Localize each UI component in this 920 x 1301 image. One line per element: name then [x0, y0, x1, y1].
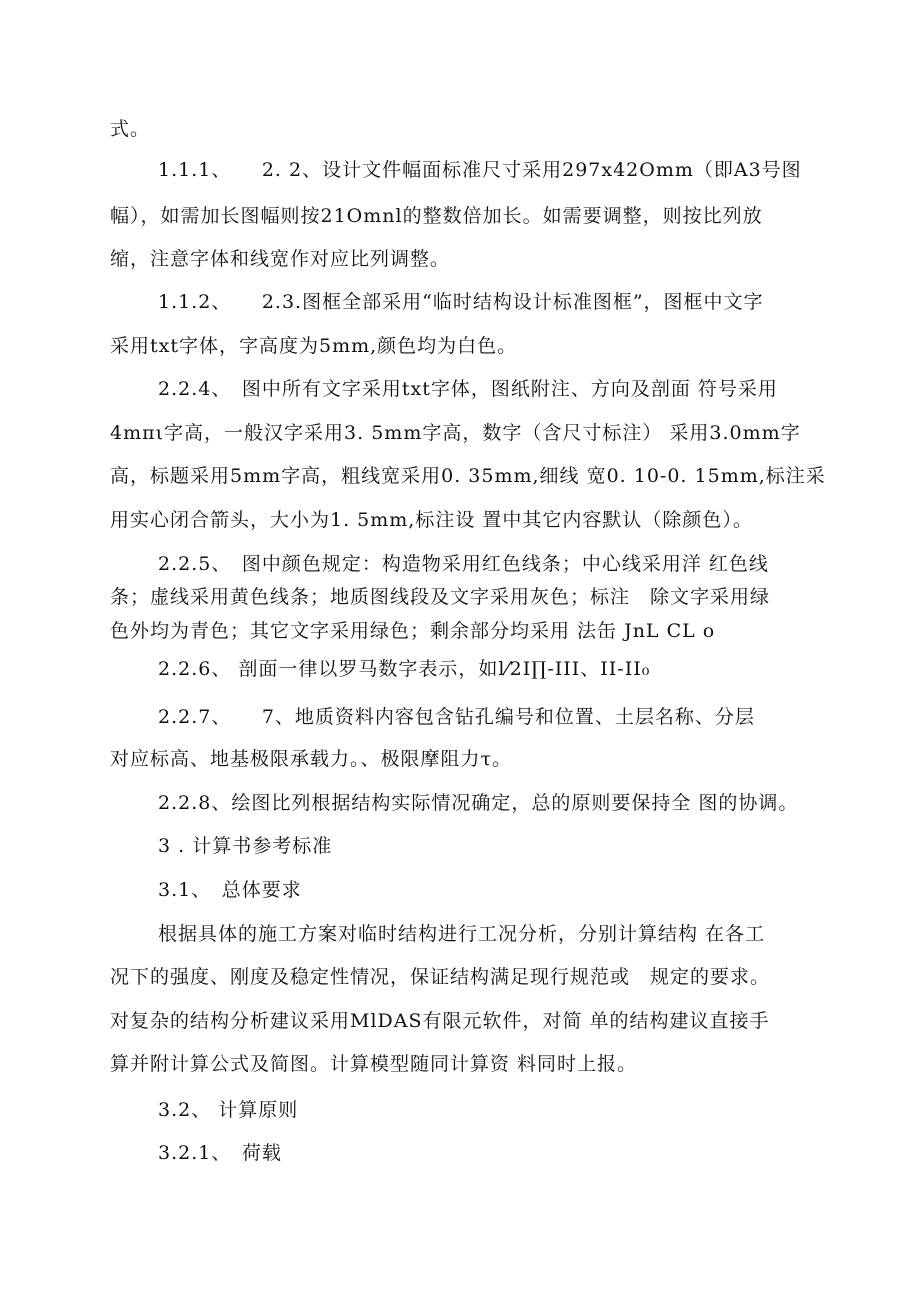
text-line: 条；虚线采用黄色线条；地质图线段及文字采用灰色；标注 除文字采用绿 [110, 586, 771, 608]
text-line: 对应标高、地基极限承载力。、极限摩阻力τ。 [110, 748, 513, 770]
text-line: 幅），如需加长图幅则按21Omnl的整数倍加长。如需要调整，则按比列放 [110, 205, 763, 227]
text-line: 况下的强度、刚度及稳定性情况，保证结构满足现行规范或 规定的要求。 [110, 966, 771, 988]
section-heading: 3 . 计算书参考标准 [158, 835, 333, 857]
text-line: 缩，注意字体和线宽作对应比列调整。 [110, 248, 451, 270]
text-line: 式。 [110, 118, 151, 140]
text-line: 采用txt字体，字高度为5mm,颜色均为白色。 [110, 335, 518, 357]
subsection-heading: 3.2.1、 荷载 [158, 1142, 282, 1164]
text-line: 2.2.4、 图中所有文字采用txt字体，图纸附注、方向及剖面 符号采用 [158, 378, 778, 400]
text-line: 4mπι字高，一般汉字采用3. 5mm字高，数字（含尺寸标注） 采用3.0mm字 [110, 422, 801, 444]
text-line: 1.1.2、 2.3.图框全部采用“临时结构设计标准图框”，图框中文字 [158, 291, 764, 313]
text-line: 算并附计算公式及简图。计算模型随同计算资 料同时上报。 [110, 1053, 638, 1075]
text-line: 2.2.7、 7、地质资料内容包含钻孔编号和位置、土层名称、分层 [158, 706, 755, 728]
text-line: 2.2.5、 图中颜色规定：构造物采用红色线条；中心线采用洋 红色线 [158, 553, 769, 575]
subsection-heading: 3.2、 计算原则 [158, 1099, 299, 1121]
text-line: 对复杂的结构分析建议采用MlDAS有限元软件，对简 单的结构建议直接手 [110, 1010, 770, 1032]
text-line: 高，标题采用5mm字高，粗线宽采用0. 35mm,细线 宽0. 10-0. 15mm,标注采 [110, 465, 826, 487]
text-line: 2.2.8、绘图比列根据结构实际情况确定，总的原则要保持全 图的协调。 [158, 792, 799, 814]
text-line: 1.1.1、 2. 2、设计文件幅面标准尺寸采用297x42Omm（即A3号图 [158, 159, 802, 181]
subsection-heading: 3.1、 总体要求 [158, 879, 302, 901]
text-line: 2.2.6、 剖面一律以罗马数字表示，如l⁄2I∏-III、II-II₀ [158, 658, 651, 680]
text-line: 用实心闭合箭头，大小为1. 5mm,标注设 置中其它内容默认（除颜色）。 [110, 509, 753, 531]
text-line: 根据具体的施工方案对临时结构进行工况分析，分别计算结构 在各工 [158, 923, 766, 945]
text-line: 色外均为青色；其它文字采用绿色；剩余部分均采用 法缶 JnL CL o [110, 620, 716, 642]
